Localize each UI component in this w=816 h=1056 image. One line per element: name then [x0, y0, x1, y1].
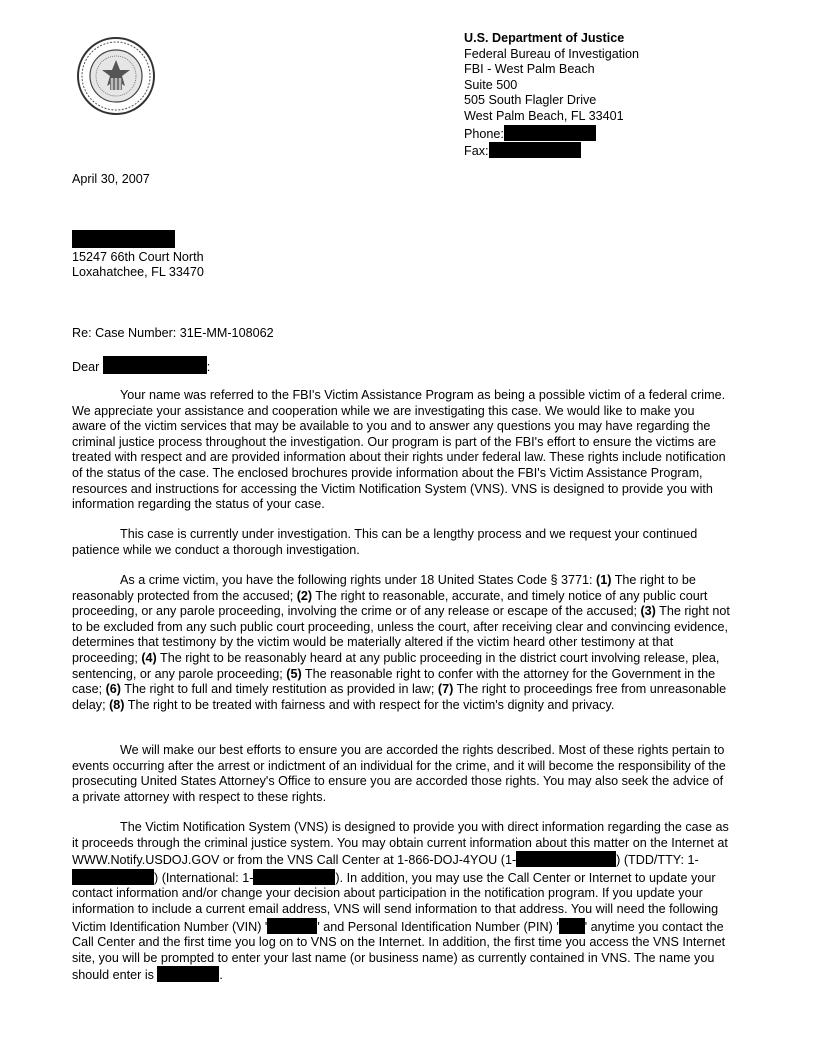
vns-text: ) (TDD/TTY: 1- — [616, 853, 699, 868]
paragraph-case-status: This case is currently under investigation. This can be a lengthy process and we request your continued patience while we conduct a thorough investigation. — [72, 527, 698, 557]
right-text: The right not to be excluded from any such public court proceeding, unless the court, after receiving clear and convincing evidence, determines that testimony by the victim would be materially altered if the victim heard other testimony at that proceeding; — [72, 604, 730, 665]
vns-text: ' anytime you contact the Call Center and the first time you log on to VNS on the Internet. In addition, the first time you access the VNS Internet site, you will be prompted to enter your last name (or business name) as currently contained in VNS. The name you should enter is — [72, 919, 726, 983]
paragraph-program-intro: Your name was referred to the FBI's Victim Assistance Program as being a possible victim of a federal crime. We appreciate your assistance and cooperation while we are investigating this case. We would like to make you aware of the victim services that may be available to you and to answer any questions you may have regarding the criminal justice process throughout the investigation. Our program is part of the FBI's effort to ensure the victims are treated with respect and are provided information about their rights under federal law. These rights include notification of the status of the case. The enclosed brochures provide information about the FBI's Victim Assistance Program, resources and instructions for accessing the Victim Notification System (VNS). VNS is designed to provide you with information regarding the status of your case. — [72, 388, 726, 512]
letterhead — [464, 31, 639, 160]
right-number: (6) — [105, 682, 122, 697]
vns-text: ' and Personal Identification Number (PIN) ' — [317, 919, 559, 934]
re-line: Re: Case Number: 31E-MM-108062 — [72, 326, 274, 340]
rights-intro: As a crime victim, you have the following rights under 18 United States Code § 3771: — [120, 573, 597, 587]
right-text: The right to be reasonably protected from the accused; — [72, 573, 696, 603]
office-name: FBI - West Palm Beach — [464, 62, 595, 77]
right-number: (1) — [596, 573, 612, 587]
redacted-phone — [504, 125, 596, 141]
department-name: U.S. Department of Justice — [464, 31, 625, 45]
right-number: (4) — [141, 650, 157, 665]
salutation-suffix: : — [206, 360, 211, 374]
redacted-phone-number — [516, 851, 568, 867]
phone-line — [464, 125, 639, 143]
right-text: The right to full and timely restitution as provided in law; — [121, 682, 438, 697]
vns-text: The Victim Notification System (VNS) is designed to provide you with direct information regarding the case as it proceeds through the criminal justice system. You may obtain current information about this matter on the Internet at WWW.Notify.USDOJ.GOV or from the VNS Call Center at 1-866-DOJ-4YOU (1- — [72, 820, 729, 868]
paragraph-efforts: We will make our best efforts to ensure you are accorded the rights described. Most of these rights pertain to events occurring after the arrest or indictment of an individual for the crime, and it will become the responsibility of the prosecuting United States Attorney's Office to ensure you are accorded those rights. You may also seek the advice of a private attorney with respect to these rights. — [72, 743, 726, 804]
suite: Suite 500 — [464, 77, 518, 92]
redacted-fax — [489, 142, 581, 158]
right-number: (7) — [437, 682, 454, 697]
fbi-seal-icon — [76, 36, 156, 116]
salutation — [72, 356, 732, 376]
fax-line — [464, 142, 639, 160]
redacted-recipient-name — [72, 230, 175, 248]
salutation-prefix: Dear — [72, 360, 100, 374]
city-state-zip: West Palm Beach, FL 33401 — [464, 108, 624, 123]
letter-date: April 30, 2007 — [72, 172, 150, 186]
phone-label: Phone: — [464, 126, 504, 141]
redacted-phone-number — [568, 851, 616, 867]
recipient-address — [72, 230, 732, 281]
bureau-name: Federal Bureau of Investigation — [464, 46, 640, 61]
redacted-international-number — [253, 869, 335, 885]
right-number: (3) — [640, 604, 656, 619]
right-text: The right to reasonable, accurate, and timely notice of any public court proceeding, or any parole proceeding, involving the crime or of any release or escape of the accused; — [72, 588, 708, 619]
redacted-tdd-number — [72, 869, 154, 885]
redacted-pin — [559, 918, 585, 934]
right-number: (5) — [286, 666, 302, 681]
street-address: 505 South Flagler Drive — [464, 93, 597, 108]
redacted-last-name — [157, 966, 219, 982]
right-text: The reasonable right to confer with the attorney for the Government in the case; — [72, 666, 716, 697]
paragraph-victim-rights — [72, 573, 732, 713]
right-text: The right to be treated with fairness and with respect for the victim's dignity and privacy. — [124, 697, 615, 712]
redacted-vin — [267, 918, 317, 934]
paragraph-vns — [72, 820, 732, 984]
right-number: (8) — [109, 697, 125, 712]
right-number: (2) — [296, 588, 313, 603]
vns-text: ) (International: 1- — [154, 870, 254, 885]
recipient-city: Loxahatchee, FL 33470 — [72, 265, 204, 280]
redacted-salutation-name — [103, 356, 207, 374]
recipient-street: 15247 66th Court North — [72, 249, 204, 264]
right-text: The right to be reasonably heard at any public proceeding in the district court involving release, plea, sentencing, or any parole proceeding; — [72, 650, 720, 681]
fax-label: Fax: — [464, 144, 489, 159]
vns-text: ). In addition, you may use the Call Center or Internet to update your contact information and/or change your decision about participation in the notification program. If you update your information to include a current email address, VNS will send information to that address. You will need the following Victim Identification Number (VIN) ' — [72, 870, 719, 934]
vns-text: . — [219, 968, 223, 983]
right-text: The right to proceedings free from unreasonable delay; — [72, 682, 727, 712]
